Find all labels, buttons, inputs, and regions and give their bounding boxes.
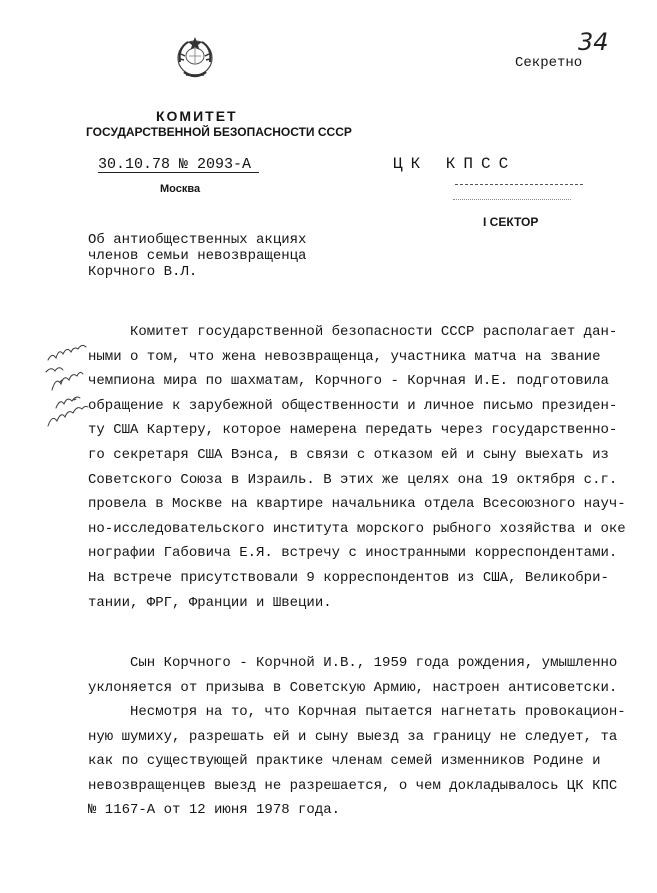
body-line: Несмотря на то, что Корчная пытается нагнетать провокацион- xyxy=(130,704,626,720)
body-paragraph-2 xyxy=(88,651,618,700)
body-line: как по существующей практике членам семей изменников Родине и xyxy=(88,753,601,770)
body-line: но-исследовательского института морского рыбного хозяйства и оке xyxy=(88,520,626,537)
addressee-stamp-line xyxy=(453,199,571,200)
body-line: невозвращенцев выезд не разрешается, о чем докладывалось ЦК КПС xyxy=(88,777,618,794)
registration-text: 30.10.78 № 2093-А xyxy=(98,156,252,173)
page-number: 34 xyxy=(578,28,609,56)
body-line: Советского Союза в Израиль. В этих же целях она 19 октября с.г. xyxy=(88,471,618,488)
body-line: го секретаря США Вэнса, в связи с отказом ей и сыну выехать из xyxy=(88,446,609,463)
body-line: нографии Габовича Е.Я. встречу с иностранными корреспондентами. xyxy=(88,545,618,562)
subject-line: Об антиобщественных акциях xyxy=(88,232,307,248)
body-paragraph-1 xyxy=(88,320,626,615)
subject xyxy=(88,232,306,280)
body-line: На встрече присутствовали 9 корреспондентов из США, Великобри- xyxy=(88,569,609,586)
body-line: уклоняется от призыва в Советскую Армию, настроен антисоветски. xyxy=(88,679,618,696)
body-line: ту США Картеру, которое намерена передать через государственно- xyxy=(88,422,618,439)
body-line: тании, ФРГ, Франции и Швеции. xyxy=(88,594,332,611)
body-line: чемпиона мира по шахматам, Корчного - Корчная И.Е. подготовила xyxy=(88,373,609,390)
body-line: ную шумиху, разрешать ей и сыну выезд за границу не следует, та xyxy=(88,728,618,745)
org-name-line1: КОМИТЕТ xyxy=(156,108,238,124)
org-name-line2: ГОСУДАРСТВЕННОЙ БЕЗОПАСНОСТИ СССР xyxy=(86,125,352,139)
body-line: обращение к зарубежной общественности и личное письмо президен- xyxy=(88,397,618,414)
body-line: № 1167-А от 12 июня 1978 года. xyxy=(88,802,341,819)
addressee-divider xyxy=(455,184,583,185)
classification-label: Секретно xyxy=(515,55,583,71)
ussr-emblem-icon xyxy=(172,34,218,84)
body-line: провела в Москве на квартире начальника отдела Всесоюзного науч- xyxy=(88,496,626,513)
sector-stamp: I СЕКТОР xyxy=(483,215,539,229)
body-line: ными о том, что жена невозвращенца, участника матча на звание xyxy=(88,348,601,365)
registration-number xyxy=(98,156,251,173)
subject-line: Корчного В.Л. xyxy=(88,264,198,280)
sender-city: Москва xyxy=(160,183,201,195)
addressee-name: ЦК КПСС xyxy=(393,155,517,173)
body-line: Сын Корчного - Корчной И.В., 1959 года рождения, умышленно xyxy=(130,655,618,671)
body-paragraph-3 xyxy=(88,700,626,823)
body-line: Комитет государственной безопасности СССР располагает дан- xyxy=(130,324,618,340)
registration-underline xyxy=(98,172,259,173)
subject-line: членов семьи невозвращенца xyxy=(88,248,307,264)
